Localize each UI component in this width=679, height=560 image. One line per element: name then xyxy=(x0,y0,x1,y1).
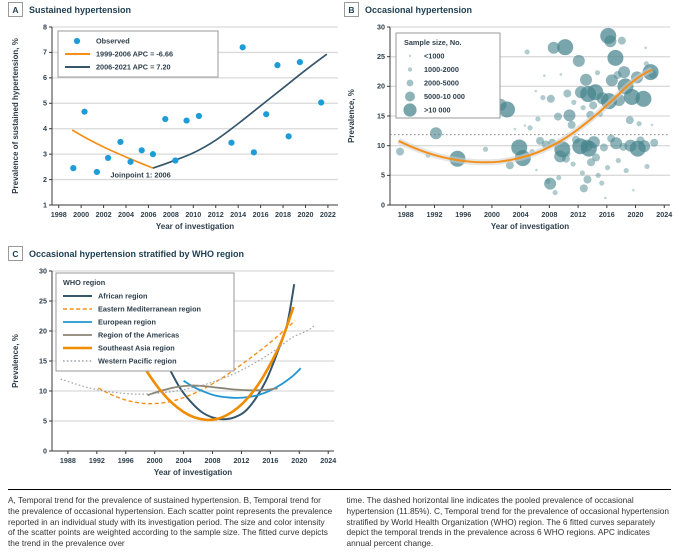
study-bubble xyxy=(524,124,527,127)
legend-label: Region of the Americas xyxy=(98,330,180,340)
region-curve xyxy=(184,368,301,398)
study-bubble xyxy=(618,37,626,45)
study-bubble xyxy=(596,173,601,178)
study-bubble xyxy=(607,50,623,66)
x-tick-label: 2014 xyxy=(230,210,247,219)
data-point xyxy=(81,109,87,115)
study-bubble xyxy=(580,184,588,192)
study-bubble xyxy=(565,151,570,156)
x-tick-label: 2004 xyxy=(175,456,192,465)
legend-label: Southeast Asia region xyxy=(98,343,175,353)
x-tick-label: 2002 xyxy=(95,210,112,219)
data-point xyxy=(183,117,189,123)
x-tick-label: 2010 xyxy=(185,210,202,219)
legend-dot-swatch xyxy=(74,38,80,44)
legend-size-swatch xyxy=(405,92,415,102)
x-tick-label: 1988 xyxy=(397,210,414,219)
legend-size-swatch xyxy=(407,80,414,87)
data-point xyxy=(240,44,246,50)
x-axis-label: Year of investigation xyxy=(155,222,235,231)
study-bubble xyxy=(626,116,634,124)
study-bubble xyxy=(632,189,635,192)
x-tick-label: 2000 xyxy=(483,210,500,219)
legend-title: WHO region xyxy=(63,278,106,287)
legend-size-swatch xyxy=(403,103,416,116)
study-bubble xyxy=(483,147,488,152)
data-point xyxy=(117,139,123,145)
study-bubble xyxy=(624,168,629,173)
caption-right-column: time. The dashed horizontal line indicates the pooled prevalence of occasional hypertension (11.85%). C, Temporal trend for the prevalence of occasional hypertension stratified by World Health Organization (WHO) region. The 6 fitted curves separately depict the temporal trends in the prevalence across 6 WHO regions. APC indicates annual percent change. xyxy=(346,495,670,549)
x-tick-label: 2000 xyxy=(146,456,163,465)
study-bubble xyxy=(583,175,591,183)
legend-size-swatch xyxy=(408,67,412,71)
study-bubble xyxy=(540,95,545,100)
y-tick-label: 30 xyxy=(39,266,47,276)
panel-b-header xyxy=(344,2,678,17)
y-tick-label: 10 xyxy=(39,386,47,396)
y-tick-label: 20 xyxy=(377,81,385,91)
study-bubble xyxy=(543,74,546,77)
legend-label: Western Pacific region xyxy=(98,356,177,366)
legend-label: European region xyxy=(98,317,156,327)
x-tick-label: 2018 xyxy=(275,210,292,219)
study-bubble xyxy=(580,74,592,86)
study-bubble xyxy=(514,128,517,131)
study-bubble xyxy=(573,55,585,67)
study-bubble xyxy=(499,101,515,117)
study-bubble xyxy=(557,39,573,55)
legend-label: African region xyxy=(98,291,148,301)
study-bubble xyxy=(525,49,530,54)
sustained-hypertension-chart xyxy=(8,19,342,243)
y-tick-label: 20 xyxy=(39,326,47,336)
data-point xyxy=(70,165,76,171)
panel-a-letter-box: A xyxy=(8,2,23,17)
study-bubble xyxy=(637,121,642,126)
x-tick-label: 1996 xyxy=(117,456,134,465)
study-bubble xyxy=(571,100,576,105)
y-tick-label: 5 xyxy=(43,98,47,108)
x-tick-label: 2012 xyxy=(207,210,224,219)
legend-label: <1000 xyxy=(424,51,445,61)
x-axis-label: Year of investigation xyxy=(153,468,233,477)
data-point xyxy=(94,169,100,175)
study-bubble xyxy=(616,158,621,163)
study-bubble xyxy=(592,154,600,162)
y-tick-label: 4 xyxy=(43,124,47,134)
panel-who-regions xyxy=(8,246,342,492)
y-tick-label: 5 xyxy=(43,416,47,426)
x-tick-label: 2012 xyxy=(233,456,250,465)
y-tick-label: 7 xyxy=(43,47,47,57)
joinpoint-annotation: Joinpoint 1: 2006 xyxy=(110,170,171,180)
study-bubble xyxy=(580,170,585,175)
x-tick-label: 2024 xyxy=(656,210,673,219)
legend xyxy=(58,31,218,77)
study-bubble xyxy=(553,190,558,195)
y-tick-label: 0 xyxy=(381,200,385,210)
x-tick-label: 2020 xyxy=(291,456,308,465)
data-point xyxy=(127,159,133,165)
data-point xyxy=(263,111,269,117)
study-bubble xyxy=(396,148,404,156)
study-bubble xyxy=(638,140,650,152)
figure-caption xyxy=(8,489,671,549)
panel-c-header xyxy=(8,246,342,261)
study-bubble xyxy=(535,116,540,121)
study-bubble xyxy=(604,197,607,200)
study-bubble xyxy=(554,113,562,121)
study-bubble xyxy=(560,73,563,76)
y-tick-label: 25 xyxy=(377,51,385,61)
x-tick-label: 1996 xyxy=(455,210,472,219)
y-tick-label: 3 xyxy=(43,149,47,159)
y-tick-label: 15 xyxy=(377,111,385,121)
y-axis-label: Prevalence of sustained hypertension, % xyxy=(11,38,20,194)
data-point xyxy=(251,149,257,155)
panel-occasional-hypertension xyxy=(344,2,678,244)
data-point xyxy=(150,151,156,157)
panel-sustained-hypertension xyxy=(8,2,342,244)
data-point xyxy=(139,147,145,153)
study-bubble xyxy=(581,105,586,110)
study-bubble xyxy=(644,164,649,169)
x-tick-label: 1992 xyxy=(88,456,105,465)
y-tick-label: 0 xyxy=(43,446,47,456)
x-tick-label: 2022 xyxy=(319,210,336,219)
y-tick-label: 15 xyxy=(39,356,47,366)
y-axis-label: Prevalence, % xyxy=(11,334,20,388)
study-bubble xyxy=(568,121,576,129)
x-tick-label: 2008 xyxy=(541,210,558,219)
study-bubble xyxy=(605,165,610,170)
y-tick-label: 5 xyxy=(381,170,385,180)
study-bubble xyxy=(600,143,608,151)
legend-size-swatch xyxy=(409,55,411,57)
panel-b-title: Occasional hypertension xyxy=(365,4,473,15)
x-tick-label: 2008 xyxy=(204,456,221,465)
x-tick-label: 2000 xyxy=(73,210,90,219)
data-point xyxy=(162,116,168,122)
legend-title: Sample size, No. xyxy=(404,38,462,47)
y-tick-label: 10 xyxy=(377,140,385,150)
data-point xyxy=(274,62,280,68)
study-bubble xyxy=(588,136,600,148)
x-tick-label: 2016 xyxy=(262,456,279,465)
data-point xyxy=(228,140,234,146)
panel-b-letter-box: B xyxy=(344,2,359,17)
who-region-trend-chart xyxy=(8,263,342,491)
y-tick-label: 1 xyxy=(43,200,47,210)
panel-c-title: Occasional hypertension stratified by WHO region xyxy=(29,248,245,259)
study-bubble xyxy=(534,90,537,93)
y-tick-label: 2 xyxy=(43,174,47,184)
x-tick-label: 1988 xyxy=(59,456,76,465)
study-bubble xyxy=(570,161,575,166)
x-tick-label: 1998 xyxy=(50,210,67,219)
y-tick-label: 8 xyxy=(43,22,47,32)
legend-label: Eastern Mediterranean region xyxy=(98,304,201,314)
study-bubble xyxy=(650,139,658,147)
data-point xyxy=(172,157,178,163)
study-bubble xyxy=(635,91,651,107)
y-tick-label: 25 xyxy=(39,296,47,306)
legend-label: 2006-2021 APC = 7.20 xyxy=(96,62,171,72)
study-bubble xyxy=(535,169,538,172)
study-bubble xyxy=(563,89,571,97)
data-point xyxy=(286,133,292,139)
panel-c-letter-box: C xyxy=(8,246,23,261)
legend-label: Observed xyxy=(96,36,130,46)
study-bubble xyxy=(599,180,604,185)
study-bubble xyxy=(563,109,575,121)
panel-a-title: Sustained hypertension xyxy=(29,4,132,15)
study-bubble xyxy=(618,66,630,78)
x-tick-label: 2020 xyxy=(297,210,314,219)
y-axis-label: Prevalence, % xyxy=(347,89,356,143)
legend xyxy=(56,273,234,371)
legend-label: 1000-2000 xyxy=(424,64,459,74)
x-tick-label: 2016 xyxy=(252,210,269,219)
legend-label: 1999-2006 APC = -6.66 xyxy=(96,49,174,59)
study-bubble xyxy=(589,101,597,109)
x-tick-label: 2012 xyxy=(570,210,587,219)
study-bubble xyxy=(544,178,556,190)
study-bubble xyxy=(651,124,654,127)
x-axis-label: Year of investigation xyxy=(490,222,570,231)
y-tick-label: 6 xyxy=(43,73,47,83)
x-tick-label: 2006 xyxy=(140,210,157,219)
study-bubble xyxy=(604,35,616,47)
study-bubble xyxy=(430,127,442,139)
study-bubble xyxy=(644,46,647,49)
legend-label: 5000-10 000 xyxy=(424,91,465,101)
x-tick-label: 2008 xyxy=(162,210,179,219)
legend-label: >10 000 xyxy=(424,105,451,115)
caption-left-column: A, Temporal trend for the prevalence of sustained hypertension. B, Temporal trend for the prevalence of occasional hypertension. Each scatter point represents the prevalence reported in an individual study with its investigation period. The size and color intensity of the scatter points are weighted according to the sample size. The fitted curve depicts the trend in the prevalence over xyxy=(8,495,333,549)
x-tick-label: 2004 xyxy=(512,210,529,219)
x-tick-label: 1992 xyxy=(426,210,443,219)
legend xyxy=(396,33,500,118)
occasional-hypertension-chart xyxy=(344,19,678,243)
panel-a-header xyxy=(8,2,342,17)
x-tick-label: 2020 xyxy=(627,210,644,219)
data-point xyxy=(297,59,303,65)
study-bubble xyxy=(644,61,649,66)
x-tick-label: 2004 xyxy=(118,210,135,219)
data-point xyxy=(105,155,111,161)
data-point xyxy=(196,113,202,119)
legend-label: 2000-5000 xyxy=(424,78,459,88)
data-point xyxy=(318,99,324,105)
study-bubble xyxy=(547,95,555,103)
study-bubble xyxy=(527,125,532,130)
x-tick-label: 2016 xyxy=(598,210,615,219)
x-tick-label: 2024 xyxy=(320,456,337,465)
study-bubble xyxy=(595,70,600,75)
study-bubble xyxy=(556,175,561,180)
y-tick-label: 30 xyxy=(377,22,385,32)
